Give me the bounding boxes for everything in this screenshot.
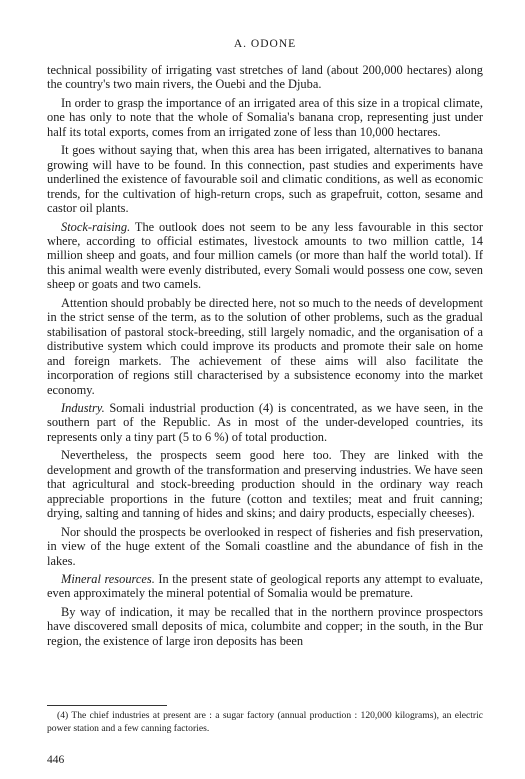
paragraph-10: By way of indication, it may be recalled that in the northern province prospectors have discovered small deposits of mica, columbite and copper; in the south, in the Bur region, the existence of large iron deposits has been (47, 604, 483, 648)
paragraph-1: technical possibility of irrigating vast stretches of land (about 200,000 hectares) along the country's two main rivers, the Ouebi and the Djuba. (47, 63, 483, 92)
document-page (47, 0, 483, 779)
paragraph-mineral-resources: Mineral resources. In the present state of geological reports any attempt to evaluate, even approximately the mineral potential of Somalia would be premature. (47, 571, 483, 601)
paragraph-stock-raising: Stock-raising. The outlook does not seem to be any less favourable in this sector where, according to official estimates, livestock amounts to two million cattle, 14 million sheep and goats, and four million camels (or more than half the world total). If this animal wealth were evenly distributed, every Somali would possess one cow, seven sheep or goats and two camels. (47, 219, 483, 292)
section-heading-industry: Industry. (61, 400, 105, 415)
paragraph-7: Nevertheless, the prospects seem good here too. They are linked with the development and growth of the transformation and preserving industries. We have seen that agricultural and stock-breeding production should in the ordinary way reach appreciable proportions in the future (cotton and textiles; meat and fruit canning; drying, salting and tanning of hides and skins; and dairy products, especially cheeses). (47, 448, 483, 521)
section-heading-stock-raising: Stock-raising. (61, 219, 131, 234)
paragraph-3: It goes without saying that, when this area has been irrigated, alternatives to banana growing will have to be found. In this connection, past studies and experiments have underlined the existence of favourable soil and climatic conditions, as well as economic trends, for the cultivation of high-return crops, such as grapefruit, cotton, sesame and castor oil plants. (47, 143, 483, 216)
section-heading-mineral-resources: Mineral resources. (61, 571, 155, 586)
paragraph-industry: Industry. Somali industrial production (4) is concentrated, as we have seen, in the southern part of the Republic. As in most of the under-developed countries, its represents only a tiny part (5 to 6 %) of total production. (47, 400, 483, 444)
footnote-divider (47, 705, 167, 706)
footnote: (4) The chief industries at present are : a sugar factory (annual production : 120,000 kilograms), an electric power station and a few canning factories. (47, 710, 483, 734)
paragraph-2: In order to grasp the importance of an irrigated area of this size in a tropical climate, one has only to note that the whole of Somalia's banana crop, representing just under half its total exports, comes from an irrigated zone of less than 10,000 hectares. (47, 95, 483, 139)
paragraph-8: Nor should the prospects be overlooked in respect of fisheries and fish preservation, in view of the huge extent of the Somali coastline and the abundance of fish in the lakes. (47, 524, 483, 568)
running-head: A. ODONE (233, 38, 297, 50)
page-number: 446 (47, 754, 65, 766)
paragraph-5: Attention should probably be directed here, not so much to the needs of development in the strict sense of the term, as to the solution of other problems, such as the gradual stabilisation of pastoral stock-breeding, still largely nomadic, and the organisation of a distributive system which could improve its products and promote their sale on home and foreign markets. The achievement of these aims will also facilitate the incorporation of regions still characterised by a subsistence economy into the market economy. (47, 295, 483, 397)
body-text (47, 63, 483, 652)
